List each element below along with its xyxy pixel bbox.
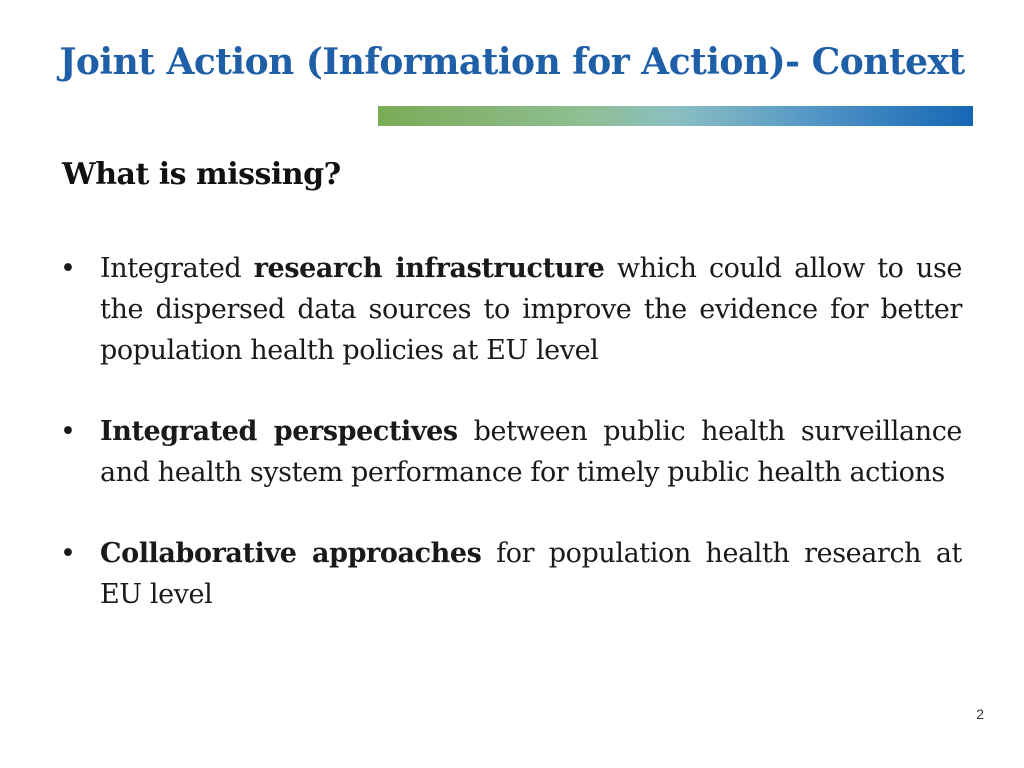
page-number: 2 — [976, 706, 984, 722]
bullet-icon: • — [60, 538, 76, 569]
bullet-text-bold: research infrastructure — [253, 253, 605, 284]
bullet-icon: • — [60, 416, 76, 447]
bullet-icon: • — [60, 253, 76, 284]
bullet-list — [60, 248, 962, 615]
bullet-item — [60, 248, 962, 371]
slide-title: Joint Action (Information for Action)- Context — [59, 41, 965, 83]
bullet-text-post: for population health research at EU level — [100, 538, 962, 610]
bullet-text-bold: Collaborative approaches — [100, 538, 482, 569]
bullet-text-post: which could allow to use the dispersed data sources to improve the evidence for better population health policies at EU level — [100, 253, 962, 366]
decorative-gradient-bar — [378, 106, 973, 126]
bullet-text-post: between public health surveillance and health system performance for timely public health actions — [100, 416, 962, 488]
bullet-text-bold: Integrated perspectives — [100, 416, 458, 447]
bullet-item — [60, 411, 962, 493]
bullet-item — [60, 533, 962, 615]
section-heading: What is missing? — [62, 157, 341, 192]
bullet-text-pre: Integrated — [100, 253, 254, 284]
